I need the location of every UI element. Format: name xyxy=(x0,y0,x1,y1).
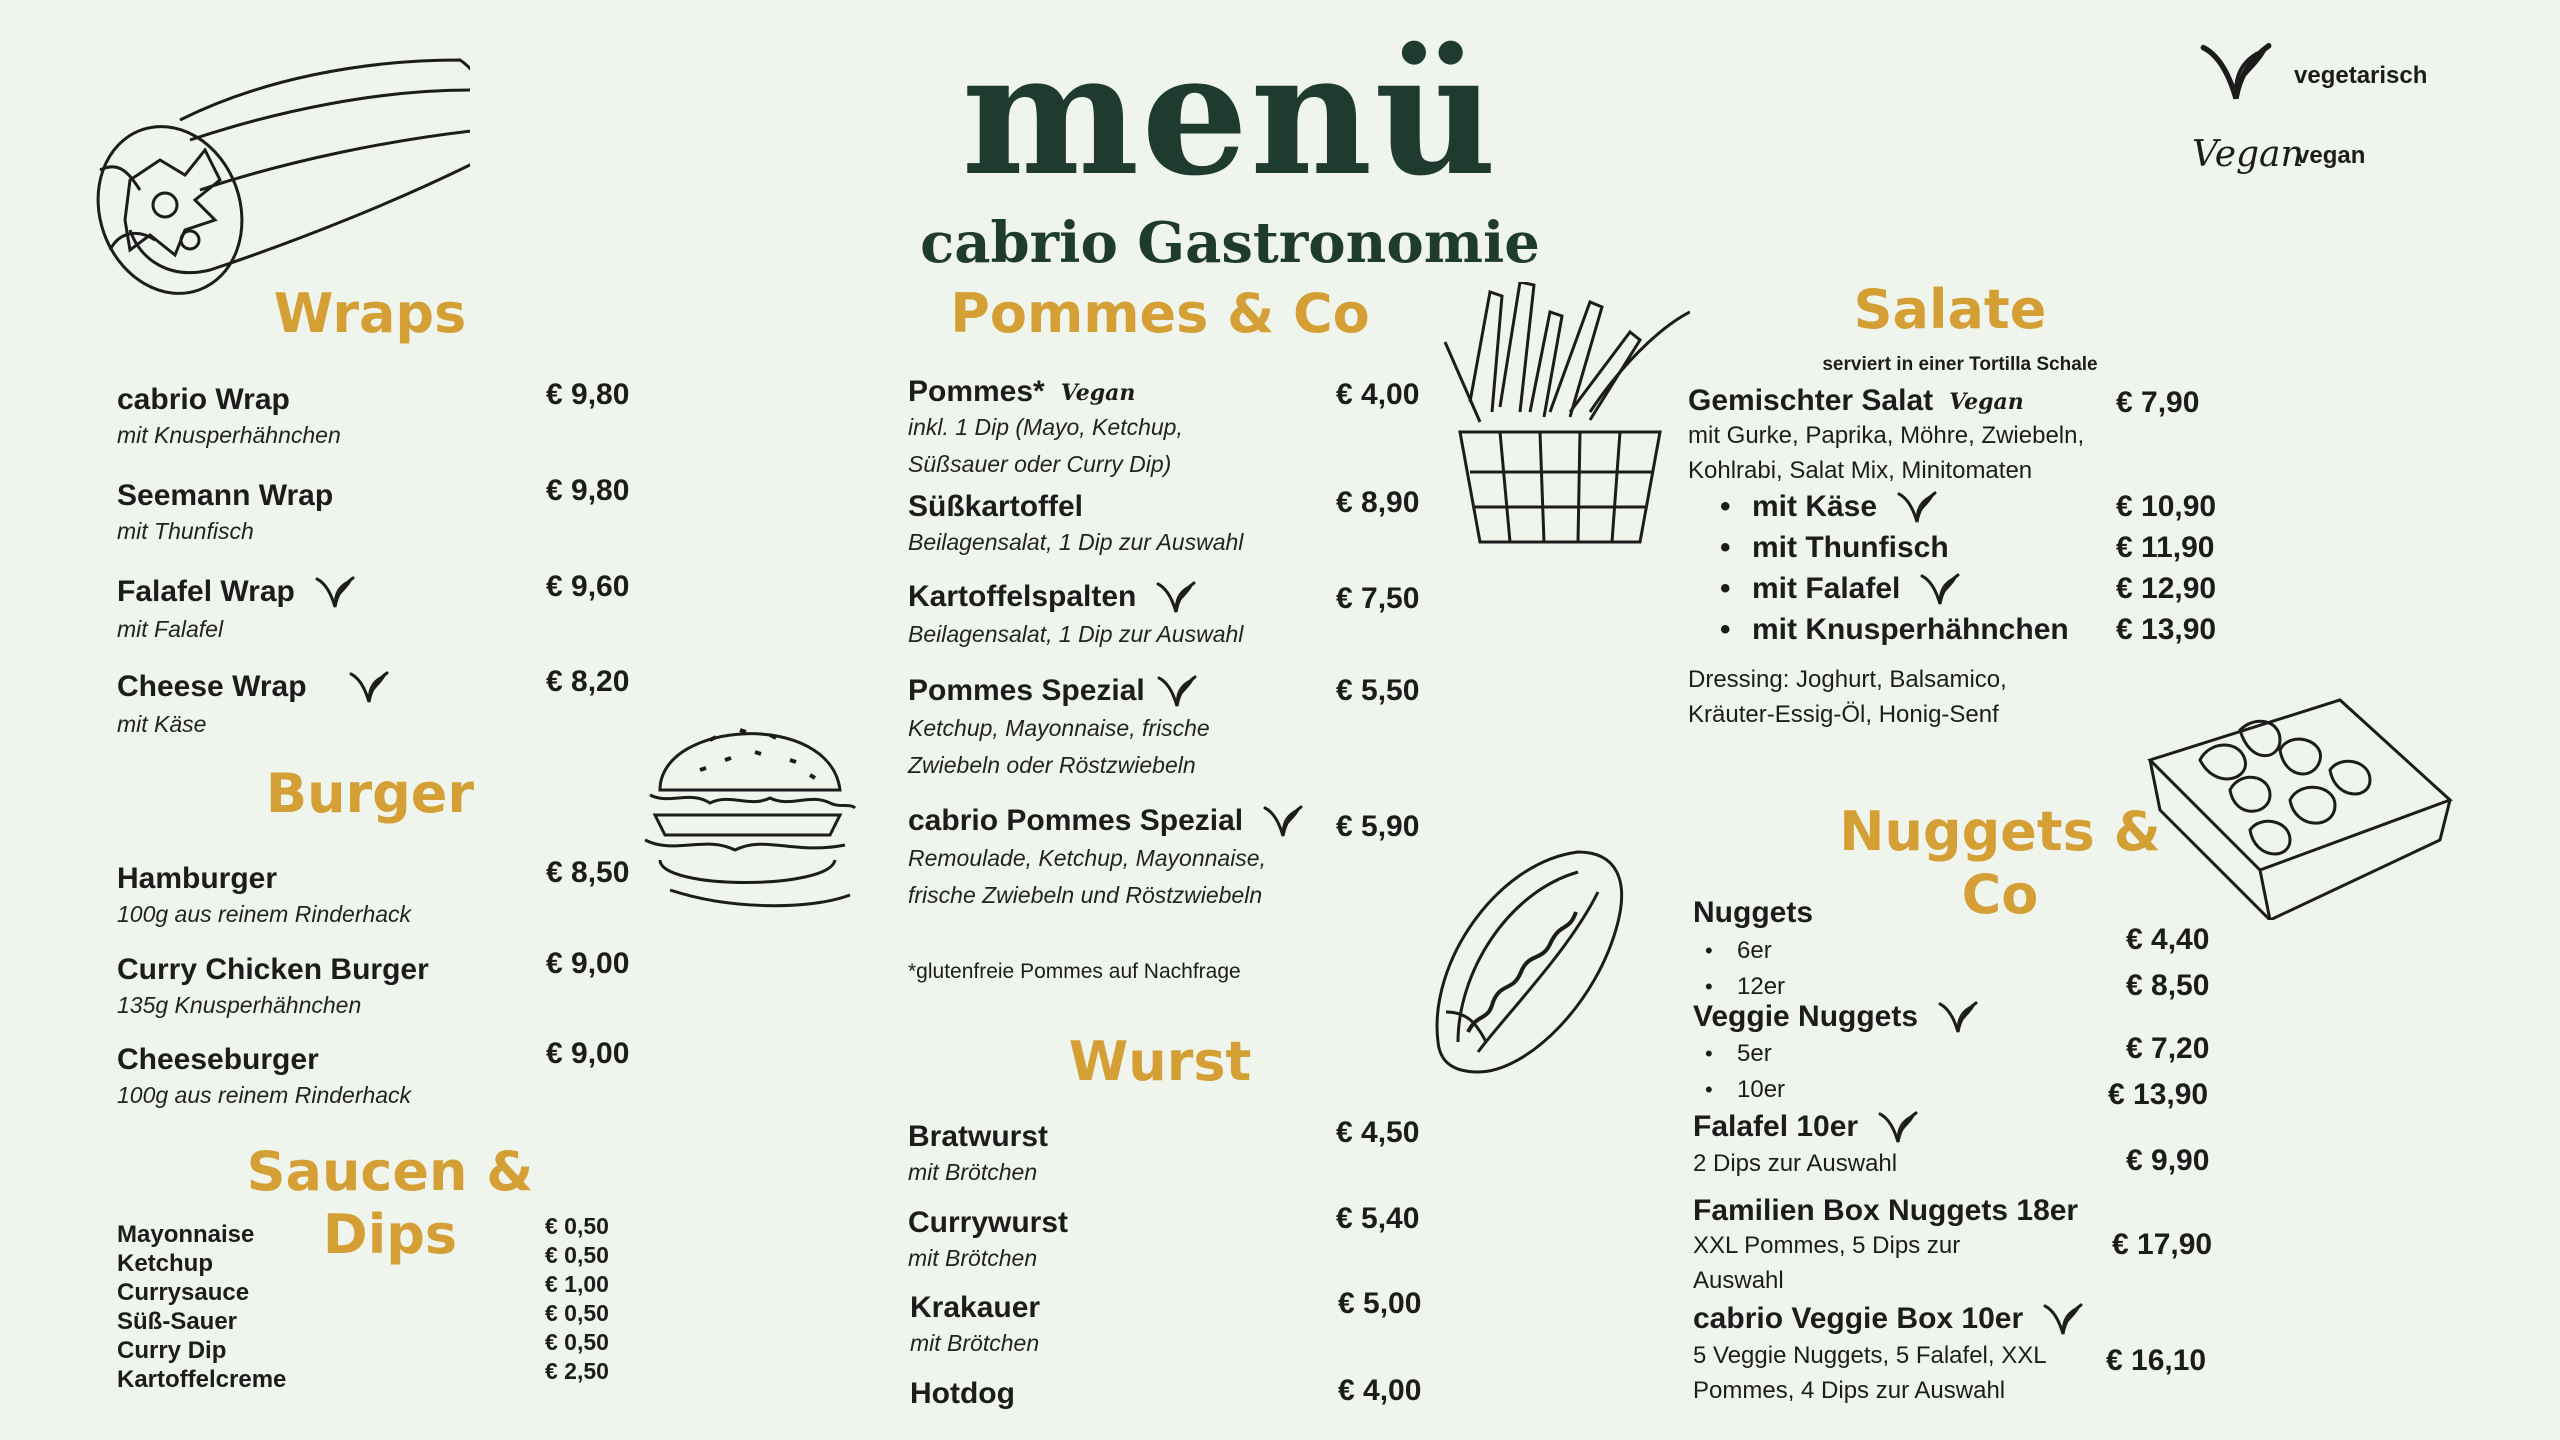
wrap-item-4 xyxy=(117,670,391,743)
saucen-names xyxy=(117,1220,286,1394)
pommes-item-5 xyxy=(908,804,1305,914)
sauce-name: Kartoffelcreme xyxy=(117,1366,287,1393)
leaf-icon xyxy=(1895,490,1939,526)
option-price: € 13,90 xyxy=(2116,613,2217,646)
vegan-label-icon: Vegan xyxy=(1060,380,1136,407)
item-desc: XXL Pommes, 5 Dips zur xyxy=(1693,1232,1961,1259)
item-price: € 8,20 xyxy=(546,665,630,698)
item-price: € 7,90 xyxy=(2116,386,2200,419)
restaurant-name: cabrio Gastronomie xyxy=(920,210,1540,276)
dressing-line: Kräuter-Essig-Öl, Honig-Senf xyxy=(1688,701,1999,728)
sauce-price: € 2,50 xyxy=(545,1358,609,1384)
option-price: € 10,90 xyxy=(2116,490,2217,523)
item-price: € 5,00 xyxy=(1338,1287,1422,1320)
nuggets-name: Nuggets xyxy=(1693,896,1813,929)
item-price: € 9,80 xyxy=(546,378,630,411)
sauce-name: Mayonnaise xyxy=(117,1221,255,1248)
item-price: € 7,20 xyxy=(2126,1032,2210,1065)
option-name: mit Thunfisch xyxy=(1752,531,1949,564)
item-price: € 9,80 xyxy=(546,474,630,507)
item-desc: Pommes, 4 Dips zur Auswahl xyxy=(1693,1377,2006,1405)
pommes-item-1 xyxy=(908,375,1183,483)
veggie-nuggets-name: Veggie Nuggets xyxy=(1693,1000,1919,1033)
leaf-icon xyxy=(1936,1000,1980,1036)
sauce-price: € 0,50 xyxy=(545,1213,609,1239)
option-price: € 12,90 xyxy=(2116,572,2217,605)
dressing-line: Dressing: Joghurt, Balsamico, xyxy=(1688,666,2007,693)
item-price: € 9,60 xyxy=(546,570,630,603)
item-name: Falafel 10er xyxy=(1693,1110,1859,1143)
item-price: € 9,00 xyxy=(546,947,630,980)
salat-option-prices xyxy=(2116,490,2216,654)
item-price: € 16,10 xyxy=(2106,1344,2207,1377)
option-name: mit Falafel xyxy=(1752,572,1901,605)
item-desc: 100g aus reinem Rinderhack xyxy=(117,1082,412,1108)
burger-item-1 xyxy=(117,862,411,933)
item-price: € 8,50 xyxy=(546,856,630,889)
nuggets-option: 12er xyxy=(1737,973,1786,1000)
item-name: cabrio Wrap xyxy=(117,383,290,416)
item-name: Falafel Wrap xyxy=(117,575,295,608)
item-name: Krakauer xyxy=(910,1291,1041,1324)
item-price: € 13,90 xyxy=(2108,1078,2209,1111)
item-price: € 8,50 xyxy=(2126,969,2210,1002)
item-desc: 2 Dips zur Auswahl xyxy=(1693,1150,1898,1178)
item-price: € 4,50 xyxy=(1336,1116,1420,1149)
pommes-heading: Pommes & Co xyxy=(950,282,1370,345)
wurst-item-2 xyxy=(908,1206,1068,1277)
item-price: € 9,00 xyxy=(546,1037,630,1070)
wurst-heading: Wurst xyxy=(1068,1030,1252,1093)
sauce-name: Süß-Sauer xyxy=(117,1308,238,1335)
wrap-item-2 xyxy=(117,479,333,550)
item-price: € 5,50 xyxy=(1336,674,1420,707)
wrap-item-1 xyxy=(117,383,341,454)
veggie-box xyxy=(1693,1302,2085,1408)
nuggets-option: 6er xyxy=(1737,937,1772,964)
item-price: € 4,00 xyxy=(1336,378,1420,411)
sauce-price: € 0,50 xyxy=(545,1242,609,1268)
item-name: Familien Box Nuggets 18er xyxy=(1693,1194,2079,1227)
hotdog-illustration xyxy=(1418,842,1638,1082)
item-name: cabrio Pommes Spezial xyxy=(908,804,1244,837)
leaf-icon xyxy=(313,575,357,611)
item-name: Currywurst xyxy=(908,1206,1069,1239)
option-name: mit Käse xyxy=(1752,490,1878,523)
wrap-item-3 xyxy=(117,575,357,648)
item-desc: mit Brötchen xyxy=(910,1330,1040,1356)
wurst-item-4: Hotdog xyxy=(910,1377,1015,1410)
item-desc: frische Zwiebeln und Röstzwiebeln xyxy=(908,882,1263,909)
legend-vegan-label: vegan xyxy=(2296,142,2366,169)
burger-illustration xyxy=(630,690,870,920)
burger-heading: Burger xyxy=(265,762,475,825)
nuggets-heading: Nuggets & Co xyxy=(1839,800,2161,926)
leaf-icon xyxy=(2196,38,2276,108)
item-desc: mit Brötchen xyxy=(908,1245,1038,1271)
sauce-price: € 1,00 xyxy=(545,1271,609,1297)
veggie-nuggets-option: 5er xyxy=(1737,1040,1772,1067)
vegan-label-icon: Vegan xyxy=(1949,389,2024,416)
leaf-icon xyxy=(1154,580,1198,616)
veggie-nuggets-option: 10er xyxy=(1737,1076,1786,1103)
sauce-name: Curry Dip xyxy=(117,1337,227,1364)
item-name: Pommes Spezial xyxy=(908,674,1145,707)
item-name: Süßkartoffel xyxy=(908,490,1084,523)
item-desc: 135g Knusperhähnchen xyxy=(117,992,362,1018)
item-name: Curry Chicken Burger xyxy=(117,953,429,986)
salat-options xyxy=(1720,490,2069,654)
item-desc: Ketchup, Mayonnaise, frische xyxy=(908,715,1210,742)
wurst-item-3 xyxy=(910,1291,1040,1362)
leaf-icon xyxy=(1261,804,1305,840)
wraps-heading: Wraps xyxy=(273,282,467,345)
item-name: Gemischter Salat xyxy=(1688,384,1934,417)
item-name: Cheeseburger xyxy=(117,1043,319,1076)
item-name: Bratwurst xyxy=(908,1120,1049,1153)
item-desc: mit Knusperhähnchen xyxy=(117,422,341,448)
menu-title: menü xyxy=(961,15,1499,213)
legend-vegetarian xyxy=(2196,38,2276,113)
pommes-footnote: *glutenfreie Pommes auf Nachfrage xyxy=(908,960,1241,983)
item-name: cabrio Veggie Box 10er xyxy=(1693,1302,2024,1335)
leaf-icon xyxy=(2041,1302,2085,1338)
item-price: € 7,50 xyxy=(1336,582,1420,615)
item-price: € 5,90 xyxy=(1336,810,1420,843)
legend-vegetarian-label: vegetarisch xyxy=(2294,62,2428,89)
leaf-icon xyxy=(1876,1110,1920,1146)
wrap-illustration xyxy=(60,40,470,300)
item-desc: Remoulade, Ketchup, Mayonnaise, xyxy=(908,845,1266,872)
item-desc: mit Gurke, Paprika, Möhre, Zwiebeln, xyxy=(1688,422,2085,449)
salat-main xyxy=(1688,384,2084,488)
item-desc: 100g aus reinem Rinderhack xyxy=(117,901,412,927)
item-price: € 4,00 xyxy=(1338,1374,1422,1407)
item-desc: mit Käse xyxy=(117,711,207,738)
vegan-label-icon: Vegan xyxy=(2192,134,2304,175)
item-price: € 4,40 xyxy=(2126,923,2210,956)
pommes-item-4 xyxy=(908,674,1210,784)
salate-heading: Salate xyxy=(1853,278,2047,341)
option-price: € 11,90 xyxy=(2116,531,2215,564)
saucen-heading: Saucen & Dips xyxy=(246,1140,534,1266)
sauce-name: Ketchup xyxy=(117,1250,213,1277)
pommes-item-2 xyxy=(908,490,1243,561)
item-name: Hamburger xyxy=(117,862,278,895)
item-desc: inkl. 1 Dip (Mayo, Ketchup, xyxy=(908,414,1183,440)
saucen-prices xyxy=(545,1212,609,1386)
item-price: € 5,40 xyxy=(1336,1202,1420,1235)
salate-subheading: serviert in einer Tortilla Schale xyxy=(1822,354,2098,375)
option-name: mit Knusperhähnchen xyxy=(1752,613,2069,646)
item-desc: mit Brötchen xyxy=(908,1159,1038,1185)
item-desc: mit Falafel xyxy=(117,616,224,643)
item-price: € 17,90 xyxy=(2112,1228,2213,1261)
burger-item-3 xyxy=(117,1043,411,1114)
leaf-icon xyxy=(1918,572,1962,608)
sauce-name: Currysauce xyxy=(117,1279,250,1306)
item-desc: Beilagensalat, 1 Dip zur Auswahl xyxy=(908,621,1244,648)
item-desc: Zwiebeln oder Röstzwiebeln xyxy=(908,752,1196,779)
fries-illustration xyxy=(1440,282,1690,552)
leaf-icon xyxy=(1155,674,1199,710)
familien-box xyxy=(1693,1194,2078,1298)
item-price: € 9,90 xyxy=(2126,1144,2210,1177)
item-name: Kartoffelspalten xyxy=(908,580,1137,613)
item-name: Cheese Wrap xyxy=(117,670,307,703)
item-price: € 8,90 xyxy=(1336,486,1420,519)
item-desc: Auswahl xyxy=(1693,1267,1784,1294)
item-name: Pommes* xyxy=(908,375,1045,408)
item-name: Seemann Wrap xyxy=(117,479,334,512)
item-desc: Süßsauer oder Curry Dip) xyxy=(908,451,1172,477)
item-desc: 5 Veggie Nuggets, 5 Falafel, XXL xyxy=(1693,1342,2047,1370)
sauce-price: € 0,50 xyxy=(545,1300,609,1326)
item-desc: Kohlrabi, Salat Mix, Minitomaten xyxy=(1688,457,2033,484)
sauce-price: € 0,50 xyxy=(545,1329,609,1355)
salat-dressing xyxy=(1688,662,2007,732)
pommes-item-3 xyxy=(908,580,1243,653)
burger-item-2 xyxy=(117,953,429,1024)
leaf-icon xyxy=(347,670,391,706)
falafel-10er xyxy=(1693,1110,1920,1181)
wurst-item-1 xyxy=(908,1120,1048,1191)
item-desc: mit Thunfisch xyxy=(117,518,254,544)
item-desc: Beilagensalat, 1 Dip zur Auswahl xyxy=(908,529,1244,555)
